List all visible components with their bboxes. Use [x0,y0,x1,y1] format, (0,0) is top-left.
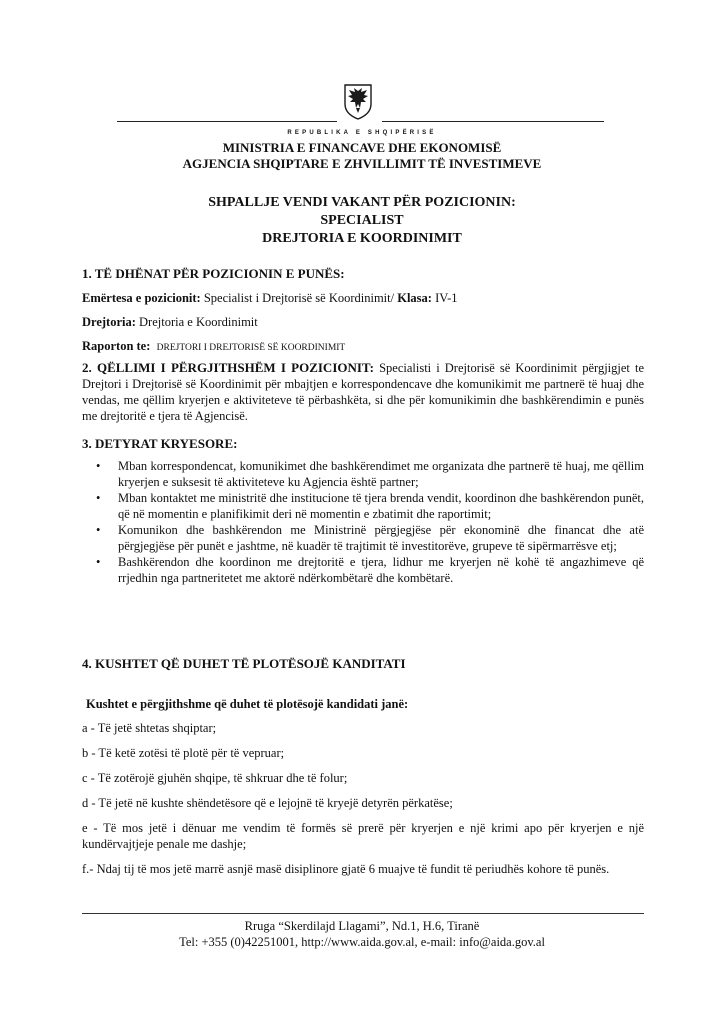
section-position-data [82,266,644,356]
position-label: Emërtesa e pozicionit: [82,291,201,305]
footer-rule [82,913,644,914]
purpose-text: Specialisti i Drejtorisë së Koordinimit përgjigjet te Drejtori i Drejtorisë së Koordinimit për mbajtjen e korrespondencave dhe komunikimit me partnerë të huaj dhe vendas, me qëllim kryerjen e aktiviteteve të përbashkëta, si dhe për komunikimin dhe bashkërendimin e punës me drejtoritë e tjera të Agjencisë. [82,361,644,423]
reports-label: Raporton te: [82,339,151,353]
section-2-heading: 2. QËLLIMI I PËRGJITHSHËM I POZICIONIT: [82,360,374,375]
albania-coat-of-arms-icon [343,82,373,120]
class-label: Klasa: [394,291,432,305]
title-line-1: SHPALLJE VENDI VAKANT PËR POZICIONIN: [208,195,516,210]
reports-value: DREJTORI I DREJTORISË SË KOORDINIMIT [156,343,346,353]
section-1-heading: 1. TË DHËNAT PËR POZICIONIN E PUNËS: [82,266,345,281]
duty-item: • Komunikon dhe bashkërendon me Ministrinë përgjegjëse për ekonominë dhe financat dhe atë përgjegjëse për punët e jashtme, në kuadër të trajtimit të investitorëve, grupeve të sipërmarrësve etj; [118,522,644,554]
directorate-value: Drejtoria e Koordinimit [135,315,258,329]
section-purpose [82,360,644,424]
duty-item: • Bashkërendon dhe koordinon me drejtoritë e tjera, lidhur me kryerjen në kohë të angazhimeve që rrjedhin nga partneritetet me aktorë ndërkombëtarë dhe kombëtarë. [118,554,644,586]
section-4-heading: 4. KUSHTET QË DUHET TË PLOTËSOJË KANDITATI [82,656,406,671]
directorate-row [82,314,644,330]
ministry-name: MINISTRIA E FINANCAVE DHE EKONOMISË [222,140,502,155]
section-3-heading: 3. DETYRAT KRYESORE: [82,436,238,451]
title-line-3: DREJTORIA E KOORDINIMIT [262,231,462,246]
condition-item: d - Të jetë në kushte shëndetësore që e lejojnë të kryejë detyrën përkatëse; [82,796,453,810]
footer-address: Rruga “Skerdilajd Llagami”, Nd.1, H.6, Tiranë [244,919,480,933]
condition-item: c - Të zotërojë gjuhën shqipe, të shkruar dhe të folur; [82,771,348,785]
condition-item: f.- Ndaj tij të mos jetë marrë asnjë masë disiplinore gjatë 6 muajve të fundit të periudhës kohore të punës. [82,862,610,876]
class-value: IV-1 [431,291,458,305]
agency-name: AGJENCIA SHQIPTARE E ZHVILLIMIT TË INVESTIMEVE [182,156,542,171]
position-title-row [82,290,644,306]
section-conditions [82,656,644,672]
position-value: Specialist i Drejtorisë së Koordinimit/ [200,291,395,305]
title-line-2: SPECIALIST [320,213,404,228]
duty-item: • Mban kontaktet me ministritë dhe institucione të tjera brenda vendit, koordinon dhe bashkërendon punët, që në momentin e planifikimit deri në momentin e zbatimit dhe raportimit; [118,490,644,522]
directorate-label: Drejtoria: [82,315,136,329]
letterhead-rule-right [382,121,604,122]
general-conditions [82,696,644,877]
section-duties [82,436,644,586]
letterhead-rule-left [117,121,337,122]
footer [0,918,724,950]
condition-item: e - Të mos jetë i dënuar me vendim të formës së prerë për kryerjen e një krimi apo për kryerjen e një kundërvajtjeje penale me dashje; [82,821,644,851]
announcement-title [0,194,724,248]
duties-list [82,458,644,586]
condition-item: b - Të ketë zotësi të plotë për të vepruar; [82,746,285,760]
condition-item: a - Të jetë shtetas shqiptar; [82,721,217,735]
reports-to-row [82,338,644,356]
duty-item: • Mban korrespondencat, komunikimet dhe bashkërendimet me organizata dhe partnerë të huaj, me qëllim kryerjen e suksesit të aktiviteteve ku Agjencia është partner; [118,458,644,490]
republic-caption: REPUBLIKA E SHQIPËRISË [287,130,437,136]
conditions-subheading: Kushtet e përgjithshme që duhet të plotësojë kandidati janë: [86,697,409,711]
footer-contact: Tel: +355 (0)42251001, http://www.aida.gov.al, e-mail: info@aida.gov.al [179,935,545,949]
letterhead-institution [0,140,724,172]
